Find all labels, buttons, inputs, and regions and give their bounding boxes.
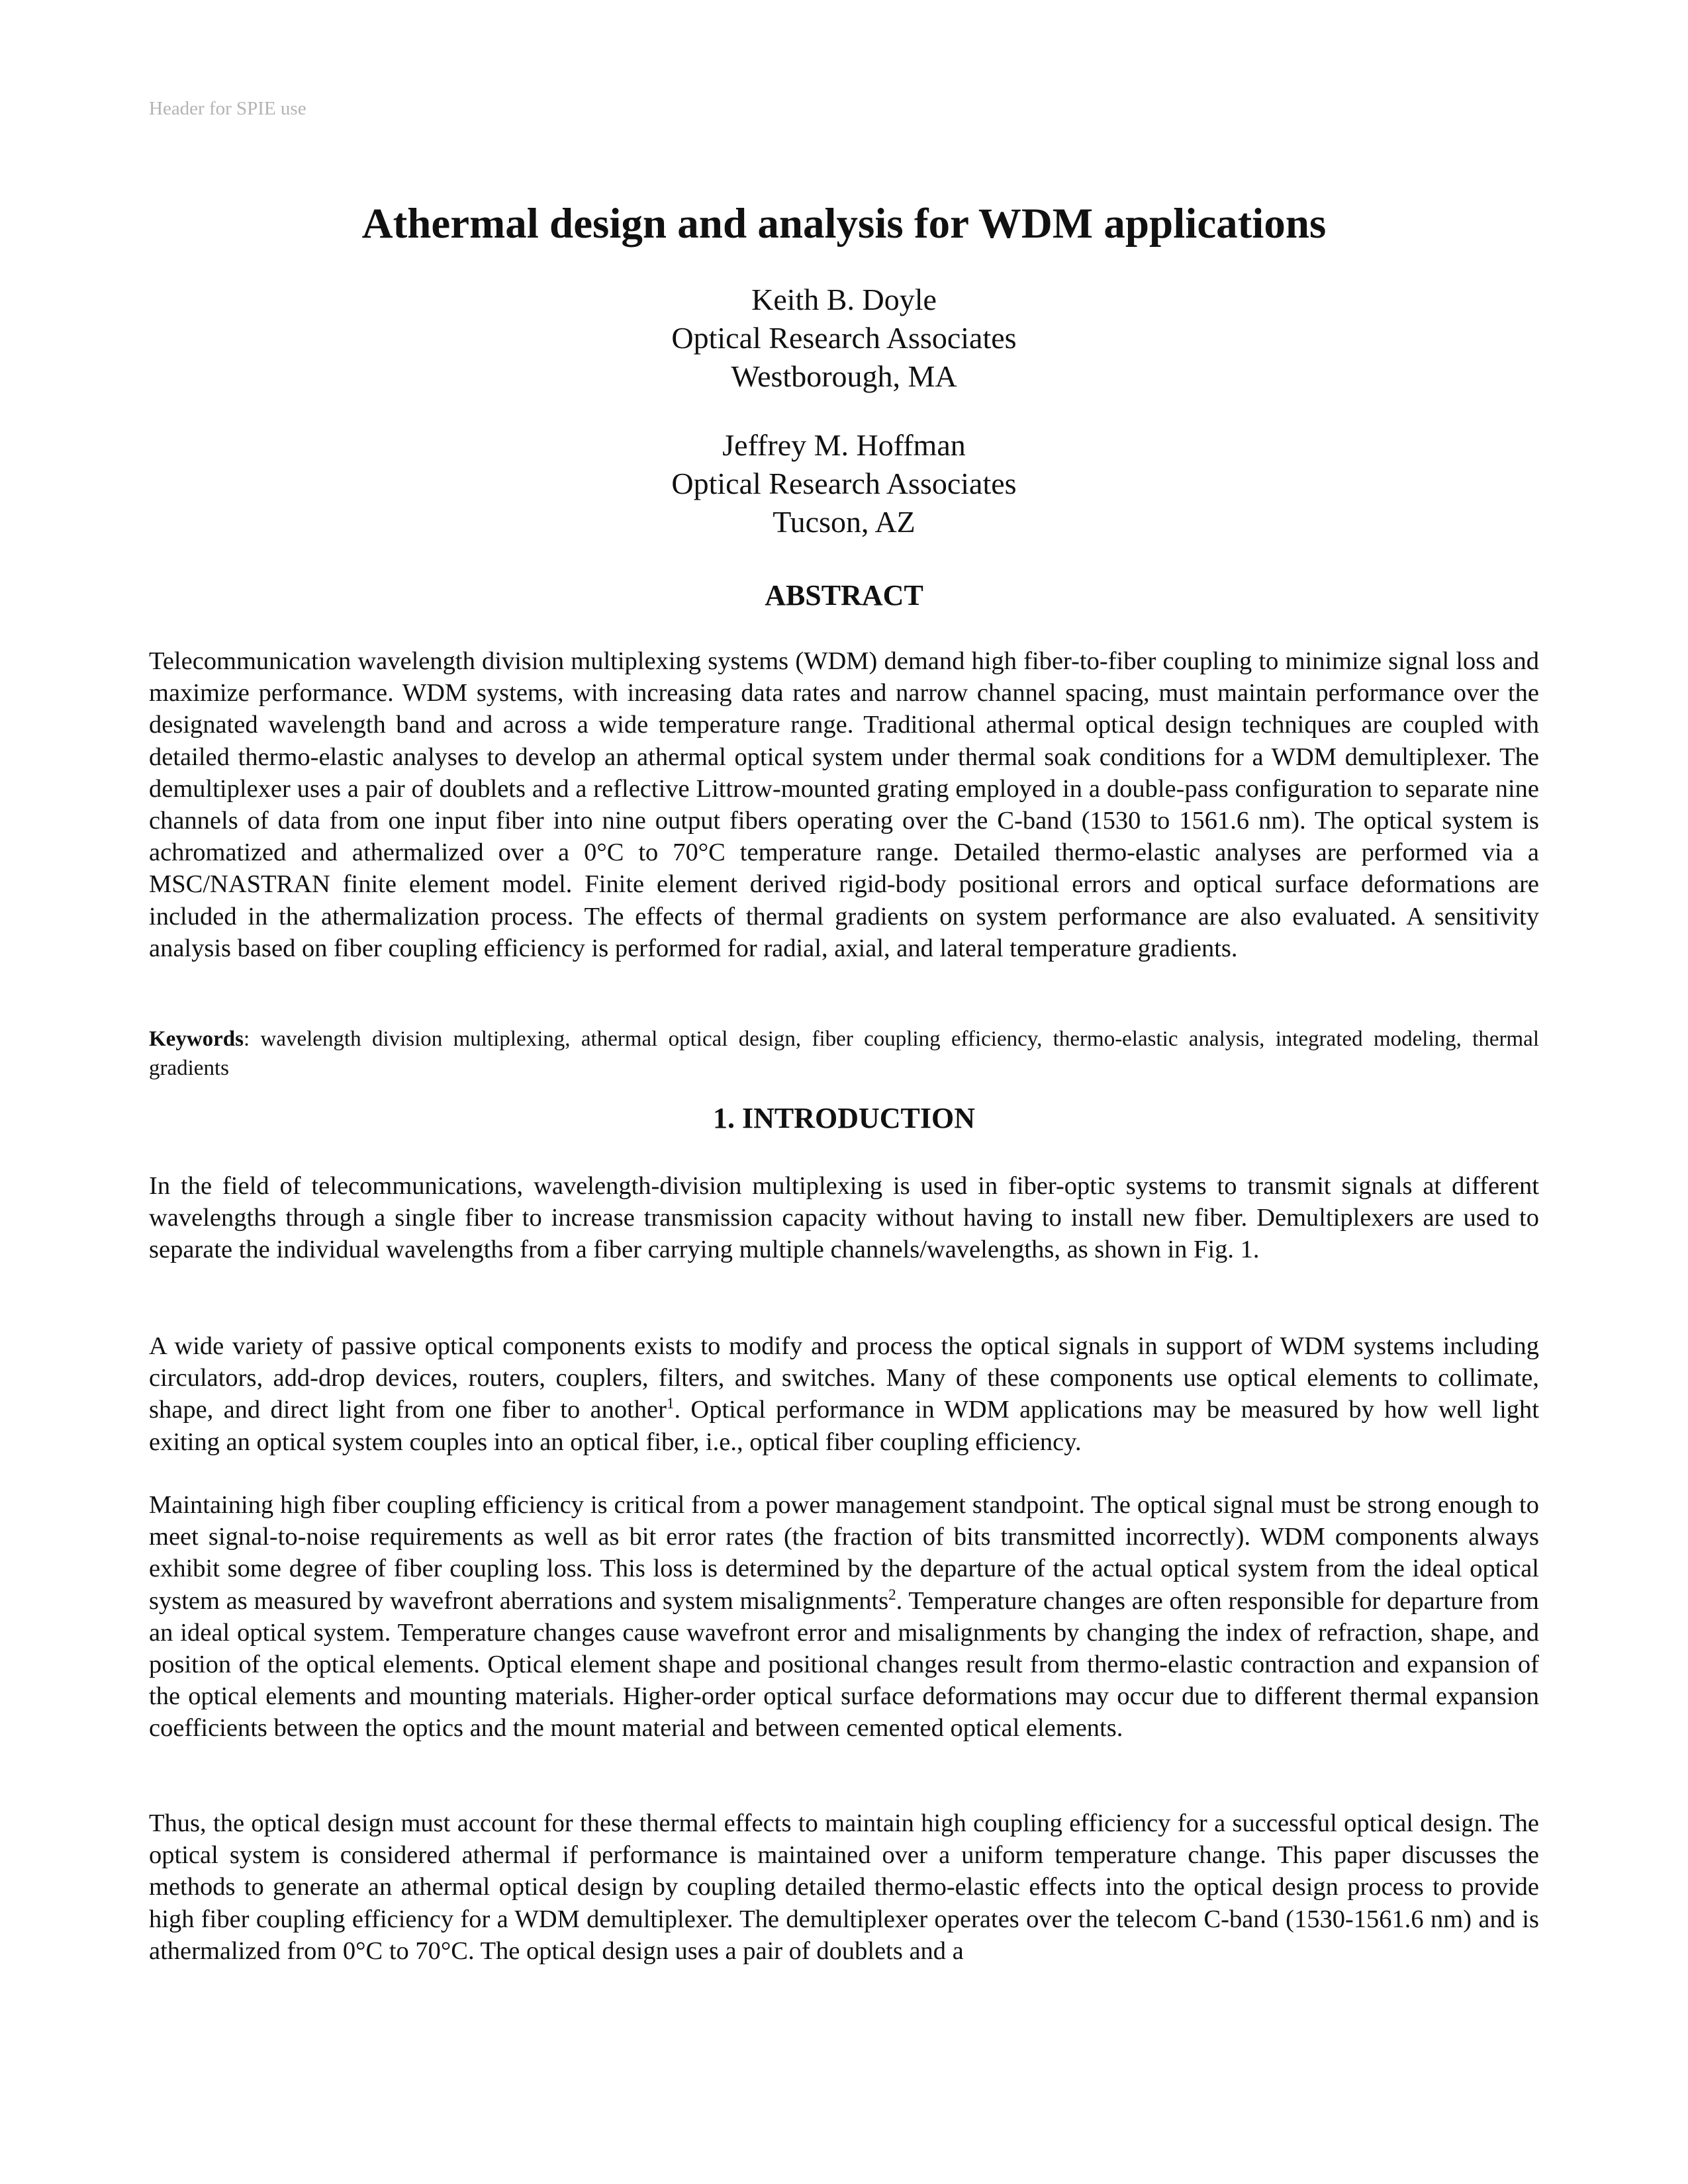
paper-title: Athermal design and analysis for WDM applications xyxy=(361,200,1327,248)
keywords-label: Keywords xyxy=(149,1027,244,1051)
spie-header-label: Header for SPIE use xyxy=(149,98,306,119)
paragraph-text: . Optical performance in WDM applications may be measured by how well light exiting an optical system couples into an optical fiber, i.e., optical fiber coupling efficiency. xyxy=(149,1396,1539,1456)
paragraph-text: A wide variety of passive optical components exists to modify and process the optical signals in support of WDM systems including circulators, add-drop devices, routers, couplers, filters, and switches. Many of these components use optical elements to collimate, shape, and direct light from one fiber to another xyxy=(149,1332,1539,1424)
author-name: Keith B. Doyle xyxy=(751,283,937,316)
author-affiliation: Optical Research Associates xyxy=(671,467,1017,500)
author-block-1 xyxy=(149,281,1539,396)
keywords xyxy=(149,1024,1539,1083)
keywords-text: : wavelength division multiplexing, athermal optical design, fiber coupling efficiency, thermo-elastic analysis, integrated modeling, thermal gradients xyxy=(149,1027,1539,1080)
author-block-2 xyxy=(149,426,1539,541)
section-heading-introduction: 1. INTRODUCTION xyxy=(712,1102,976,1134)
abstract-heading: ABSTRACT xyxy=(765,579,923,612)
author-affiliation: Optical Research Associates xyxy=(671,321,1017,355)
paragraph-text: Maintaining high fiber coupling efficiency is critical from a power management standpoint. The optical signal must be strong enough to meet signal-to-noise requirements as well as bit error rates (the fraction of bits transmitted incorrectly). WDM components always exhibit some degree of fiber coupling loss. This loss is determined by the departure of the actual optical system from the ideal optical system as measured by wavefront aberrations and system misalignments xyxy=(149,1491,1539,1615)
citation-ref-1: 1 xyxy=(666,1394,675,1412)
author-name: Jeffrey M. Hoffman xyxy=(722,428,966,462)
paper-page xyxy=(149,0,1539,2184)
intro-paragraph-4: Thus, the optical design must account for these thermal effects to maintain high coupling efficiency for a successful optical design. The optical system is considered athermal if performance is maintained over a uniform temperature change. This paper discusses the methods to generate an athermal optical design by coupling detailed thermo-elastic effects into the optical design process to provide high fiber coupling efficiency for a WDM demultiplexer. The demultiplexer operates over the telecom C-band (1530-1561.6 nm) and is athermalized from 0°C to 70°C. The optical design uses a pair of doublets and a xyxy=(149,1809,1539,1965)
author-location: Tucson, AZ xyxy=(773,505,915,539)
abstract-text: Telecommunication wavelength division multiplexing systems (WDM) demand high fiber-to-fiber coupling to minimize signal loss and maximize performance. WDM systems, with increasing data rates and narrow channel spacing, must maintain performance over the designated wavelength band and across a wide temperature range. Traditional athermal optical design techniques are coupled with detailed thermo-elastic analyses to develop an athermal optical system under thermal soak conditions for a WDM demultiplexer. The demultiplexer uses a pair of doublets and a reflective Littrow-mounted grating employed in a double-pass configuration to separate nine channels of data from one input fiber into nine output fibers operating over the C-band (1530 to 1561.6 nm). The optical system is achromatized and athermalized over a 0°C to 70°C temperature range. Detailed thermo-elastic analyses are performed via a MSC/NASTRAN finite element model. Finite element derived rigid-body positional errors and optical surface deformations are included in the athermalization process. The effects of thermal gradients on system performance are also evaluated. A sensitivity analysis based on fiber coupling efficiency is performed for radial, axial, and lateral temperature gradients. xyxy=(149,647,1539,962)
author-location: Westborough, MA xyxy=(731,359,957,393)
citation-ref-2: 2 xyxy=(888,1585,896,1603)
intro-paragraph-1: In the field of telecommunications, wavelength-division multiplexing is used in fiber-optic systems to transmit signals at different wavelengths through a single fiber to increase transmission capacity without having to install new fiber. Demultiplexers are used to separate the individual wavelengths from a fiber carrying multiple channels/wavelengths, as shown in Fig. 1. xyxy=(149,1172,1539,1264)
intro-paragraph-3 xyxy=(149,1489,1539,1745)
intro-paragraph-2 xyxy=(149,1330,1539,1458)
paragraph-text: . Temperature changes are often responsible for departure from an ideal optical system. Temperature changes cause wavefront error and misalignments by changing the index of refraction, shape, and position of the optical elements. Optical element shape and positional changes result from thermo-elastic contraction and expansion of the optical elements and mounting materials. Higher-order optical surface deformations may occur due to different thermal expansion coefficients between the optics and the mount material and between cemented optical elements. xyxy=(149,1586,1539,1743)
